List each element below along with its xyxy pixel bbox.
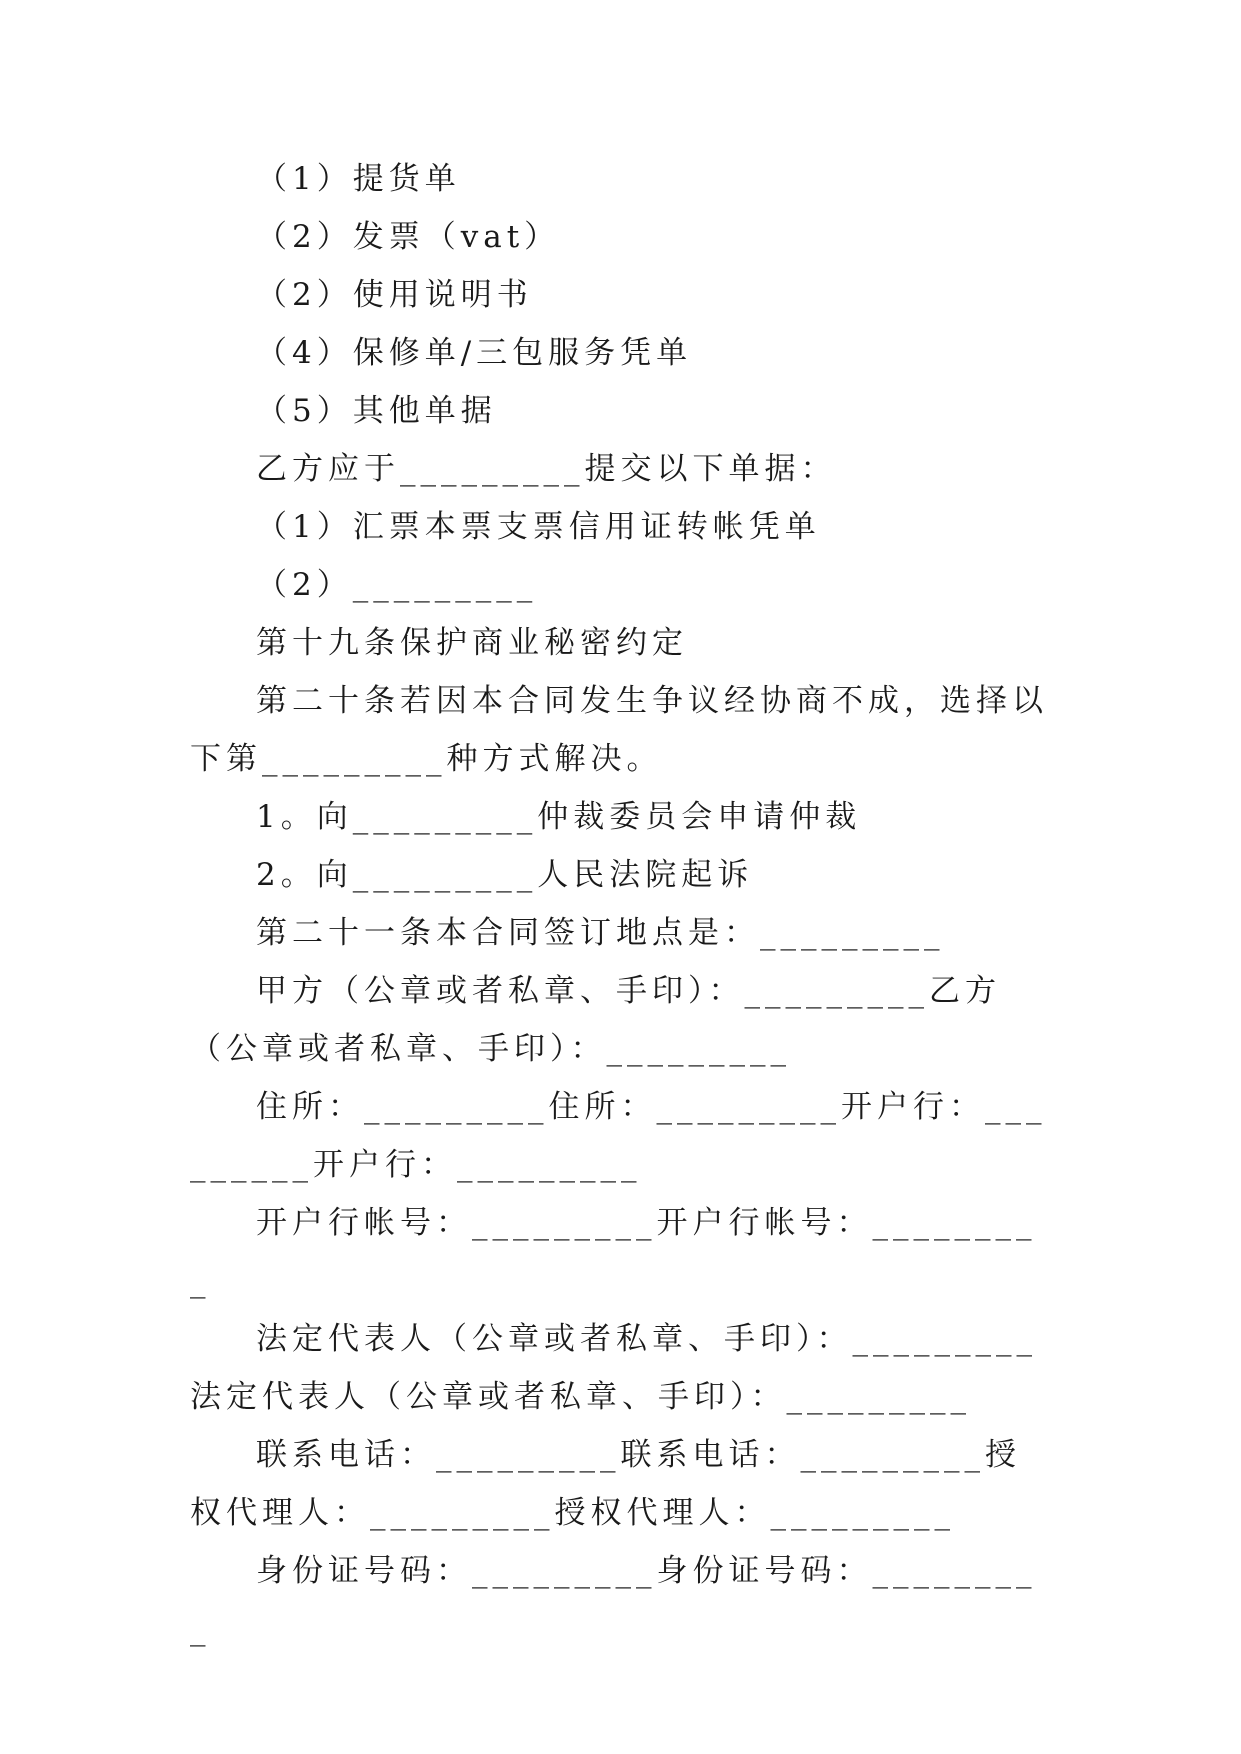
legal-representative-line: 法定代表人（公章或者私章、手印）：_________法定代表人（公章或者私章、手印）：_________ [190, 1321, 1037, 1415]
item-blank: （2）_________ [256, 567, 538, 603]
article-19: 第十九条保护商业秘密约定 [256, 625, 688, 661]
item-delivery-note: （1）提货单 [256, 161, 461, 197]
item-warranty: （4）保修单/三包服务凭单 [256, 335, 693, 371]
item-invoice: （2）发票（vat） [256, 219, 561, 255]
item-manual: （2）使用说明书 [256, 277, 533, 313]
address-bank-line: 住所：_________住所：_________开户行：_________开户行：_________ [190, 1089, 1047, 1183]
item-other-documents: （5）其他单据 [256, 393, 497, 429]
party-b-submission-clause: 乙方应于_________提交以下单据： [256, 451, 837, 487]
contact-agent-line: 联系电话：_________联系电话：_________授权代理人：_________授权代理人：_________ [190, 1437, 1021, 1531]
signature-party-a-b: 甲方（公章或者私章、手印）：_________乙方（公章或者私章、手印）：_________ [190, 973, 1001, 1067]
document-page [190, 150, 1050, 1658]
option-litigation: 2。向_________人民法院起诉 [256, 857, 754, 893]
item-payment-instruments: （1）汇票本票支票信用证转帐凭单 [256, 509, 821, 545]
id-number-line: 身份证号码：_________身份证号码：_________ [190, 1553, 1037, 1647]
option-arbitration: 1。向_________仲裁委员会申请仲裁 [256, 799, 862, 835]
article-20: 第二十条若因本合同发生争议经协商不成，选择以下第_________种方式解决。 [190, 683, 1048, 777]
bank-account-line: 开户行帐号：_________开户行帐号：_________ [190, 1205, 1037, 1299]
article-21: 第二十一条本合同签订地点是：_________ [256, 915, 945, 951]
